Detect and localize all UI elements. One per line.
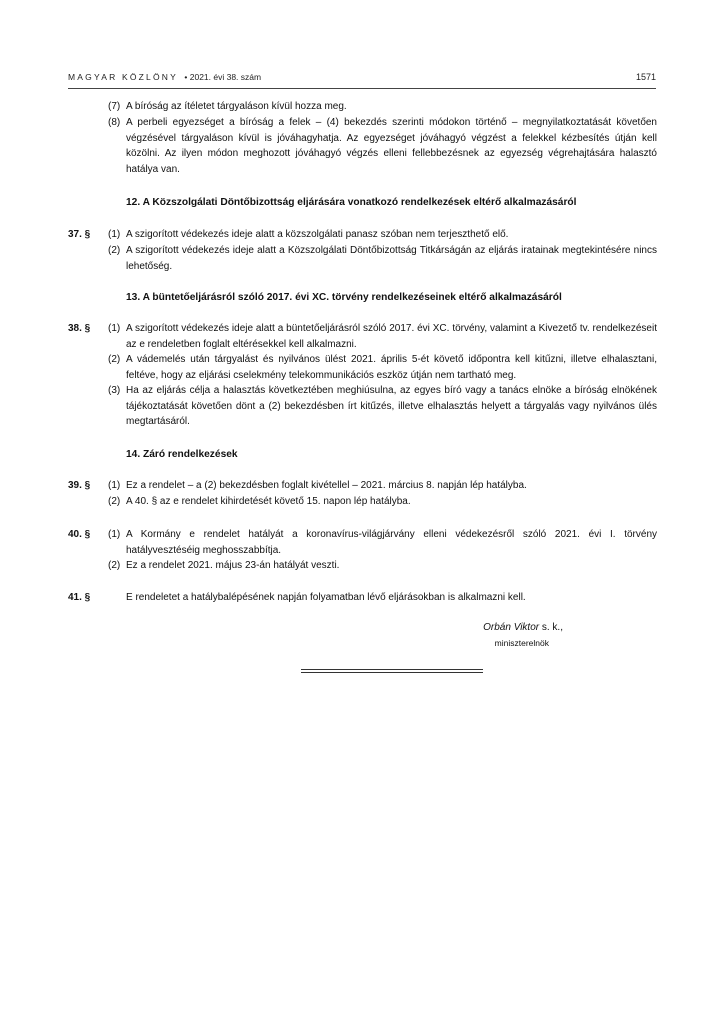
paragraph-text: Ha az eljárás célja a halasztás következtében meghiúsulna, az egyes bíró vagy a tanács elnöke a bíróság elnökének tájékoztatását követően dönt a (2) bekezdésben írt kitűzés, illetve elhalasztás helyett a tárgyalás vagy nyilvános ülés megtartásáról. bbox=[126, 385, 657, 428]
paragraph-number: (1) bbox=[108, 529, 121, 540]
paragraph-number: (2) bbox=[108, 245, 121, 256]
section-number: 38. § bbox=[68, 323, 91, 334]
paragraph-text: A szigorított védekezés ideje alatt a Közszolgálati Döntőbizottság Titkárságán az eljárás iratainak megtekintésére nincs lehetőség. bbox=[126, 245, 657, 272]
paragraph-number: (2) bbox=[108, 560, 121, 571]
signatory-name: Orbán Viktor bbox=[483, 622, 540, 633]
issue-number: • 2021. évi 38. szám bbox=[184, 72, 262, 82]
paragraph-text: A vádemelés után tárgyalást és nyilvános ülést 2021. április 5-ét követő időpontra kell kitűzni, illetve elhalasztani, feltéve, hogy az eljárási cselekmény telekommunikációs eszköz útján nem tartható meg. bbox=[126, 354, 657, 381]
signatory-suffix: s. k., bbox=[539, 622, 563, 633]
section-number: 39. § bbox=[68, 480, 91, 491]
section-number: 37. § bbox=[68, 229, 91, 240]
paragraph-text: A Kormány e rendelet hatályát a koronavírus-világjárvány elleni védekezésről szóló 2021. évi I. törvény hatályvesztéséig meghosszabbítja. bbox=[126, 529, 657, 556]
section-heading: 14. Záró rendelkezések bbox=[126, 449, 238, 460]
section-heading: 13. A büntetőeljárásról szóló 2017. évi XC. törvény rendelkezéseinek eltérő alkalmazásáról bbox=[126, 292, 562, 303]
paragraph-text: A 40. § az e rendelet kihirdetését követő 15. napon lép hatályba. bbox=[126, 496, 411, 507]
paragraph-text: A szigorított védekezés ideje alatt a közszolgálati panasz szóban nem terjeszthető elő. bbox=[126, 229, 509, 240]
paragraph-number: (1) bbox=[108, 323, 121, 334]
header-rule bbox=[68, 88, 656, 89]
paragraph-text: A bíróság az ítéletet tárgyaláson kívül hozza meg. bbox=[126, 101, 347, 112]
paragraph-text: A szigorított védekezés ideje alatt a büntetőeljárásról szóló 2017. évi XC. törvény, valamint a Kivezető tv. rendelkezéseit az e rendeletben foglalt eltérésekkel kell alkalmazni. bbox=[126, 323, 657, 350]
paragraph-number: (2) bbox=[108, 496, 121, 507]
page-number: 1571 bbox=[635, 72, 656, 82]
end-rule bbox=[301, 669, 483, 670]
paragraph-number: (8) bbox=[108, 117, 121, 128]
paragraph-number: (1) bbox=[108, 480, 121, 491]
paragraph-number: (7) bbox=[108, 101, 121, 112]
paragraph-text: Ez a rendelet 2021. május 23-án hatályát veszti. bbox=[126, 560, 340, 571]
paragraph-number: (1) bbox=[108, 229, 121, 240]
paragraph-text: Ez a rendelet – a (2) bekezdésben foglalt kivétellel – 2021. március 8. napján lép hatályba. bbox=[126, 480, 527, 491]
paragraph-text: E rendeletet a hatálybalépésének napján folyamatban lévő eljárásokban is alkalmazni kell. bbox=[126, 592, 526, 603]
section-heading: 12. A Közszolgálati Döntőbizottság eljárására vonatkozó rendelkezések eltérő alkalmazásáról bbox=[126, 197, 577, 208]
paragraph-text: A perbeli egyezséget a bíróság a felek – (4) bekezdés szerinti módokon történő – megnyilatkoztatását követően végzésével tárgyaláson kívül is jóváhagyhatja. Az egyezséget jóváhagyó végzést a felekkel kézbesítés útján kell közölni. Az ilyen módon meghozott jóváhagyó végzés elleni fellebbezésnek az egyezség végrehajtására halasztó hatálya van. bbox=[126, 117, 657, 175]
section-number: 41. § bbox=[68, 592, 91, 603]
signature-name bbox=[380, 622, 563, 633]
signatory-role: miniszterelnök bbox=[494, 638, 549, 648]
paragraph-number: (3) bbox=[108, 385, 121, 396]
section-number: 40. § bbox=[68, 529, 91, 540]
end-rule bbox=[301, 672, 483, 673]
paragraph-number: (2) bbox=[108, 354, 121, 365]
journal-title: MAGYAR KÖZLÖNY • 2021. évi 38. szám bbox=[68, 72, 262, 82]
page-header bbox=[68, 72, 656, 86]
